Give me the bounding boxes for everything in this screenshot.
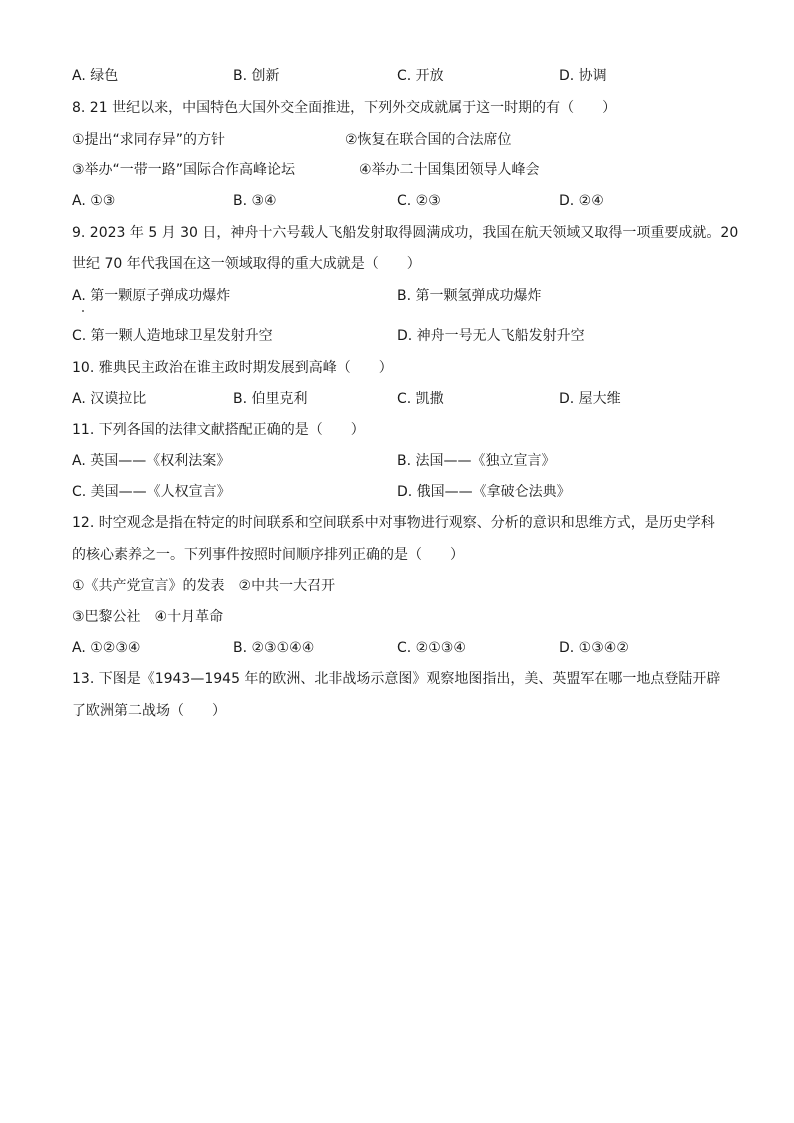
q10-option-c: C. 凯撒	[397, 391, 444, 407]
q13-stem-line-2: 了欧洲第二战场（ ）	[72, 703, 226, 719]
q13-stem-line-1: 13. 下图是《1943—1945 年的欧洲、北非战场示意图》观察地图指出，美、英盟军在哪一地点登陆开辟	[72, 671, 721, 687]
q9-option-c: C. 第一颗人造地球卫星发射升空	[72, 328, 273, 344]
q12-stem-line-1: 12. 时空观念是指在特定的时间联系和空间联系中对事物进行观察、分析的意识和思维方式，是历史学科	[72, 515, 715, 531]
q7-option-d: D. 协调	[559, 68, 607, 84]
q8-stem: 8. 21 世纪以来，中国特色大国外交全面推进，下列外交成就属于这一时期的有（ ）	[72, 100, 617, 116]
q9-option-d: D. 神舟一号无人飞船发射升空	[397, 328, 585, 344]
q8-option-b: B. ③④	[233, 193, 277, 209]
stray-dot-mark	[82, 310, 84, 312]
q12-option-c: C. ②①③④	[397, 640, 466, 656]
q12-option-a: A. ①②③④	[72, 640, 141, 656]
q10-option-b: B. 伯里克利	[233, 391, 308, 407]
q11-option-d: D. 俄国——《拿破仑法典》	[397, 484, 571, 500]
q9-option-b: B. 第一颗氢弹成功爆炸	[397, 288, 542, 304]
q11-stem: 11. 下列各国的法律文献搭配正确的是（ ）	[72, 422, 365, 438]
q8-option-a: A. ①③	[72, 193, 116, 209]
q8-item-1: ①提出“求同存异”的方针	[72, 132, 226, 148]
q8-option-c: C. ②③	[397, 193, 441, 209]
q8-item-3: ③举办“一带一路”国际合作高峰论坛	[72, 162, 296, 178]
q10-stem: 10. 雅典民主政治在谁主政时期发展到高峰（ ）	[72, 360, 393, 376]
q7-option-b: B. 创新	[233, 68, 280, 84]
q8-option-d: D. ②④	[559, 193, 604, 209]
q8-item-2: ②恢复在联合国的合法席位	[345, 132, 512, 148]
q9-option-a: A. 第一颗原子弹成功爆炸	[72, 288, 231, 304]
q12-stem-line-2: 的核心素养之一。下列事件按照时间顺序排列正确的是（ ）	[72, 547, 464, 563]
q11-option-c: C. 美国——《人权宣言》	[72, 484, 231, 500]
q10-option-a: A. 汉谟拉比	[72, 391, 147, 407]
q12-option-d: D. ①③④②	[559, 640, 629, 656]
q10-option-d: D. 屋大维	[559, 391, 621, 407]
q12-items-line-1: ①《共产党宣言》的发表 ②中共一大召开	[72, 578, 336, 594]
q8-item-4: ④举办二十国集团领导人峰会	[359, 162, 540, 178]
q7-option-c: C. 开放	[397, 68, 444, 84]
q7-option-a: A. 绿色	[72, 68, 119, 84]
q9-stem-line-2: 世纪 70 年代我国在这一领域取得的重大成就是（ ）	[72, 256, 421, 272]
q12-option-b: B. ②③①④④	[233, 640, 315, 656]
q11-option-b: B. 法国——《独立宣言》	[397, 453, 556, 469]
q11-option-a: A. 英国——《权利法案》	[72, 453, 231, 469]
q9-stem-line-1: 9. 2023 年 5 月 30 日，神舟十六号载人飞船发射取得圆满成功，我国在航天领域又取得一项重要成就。20	[72, 225, 739, 241]
q12-items-line-2: ③巴黎公社 ④十月革命	[72, 609, 224, 625]
